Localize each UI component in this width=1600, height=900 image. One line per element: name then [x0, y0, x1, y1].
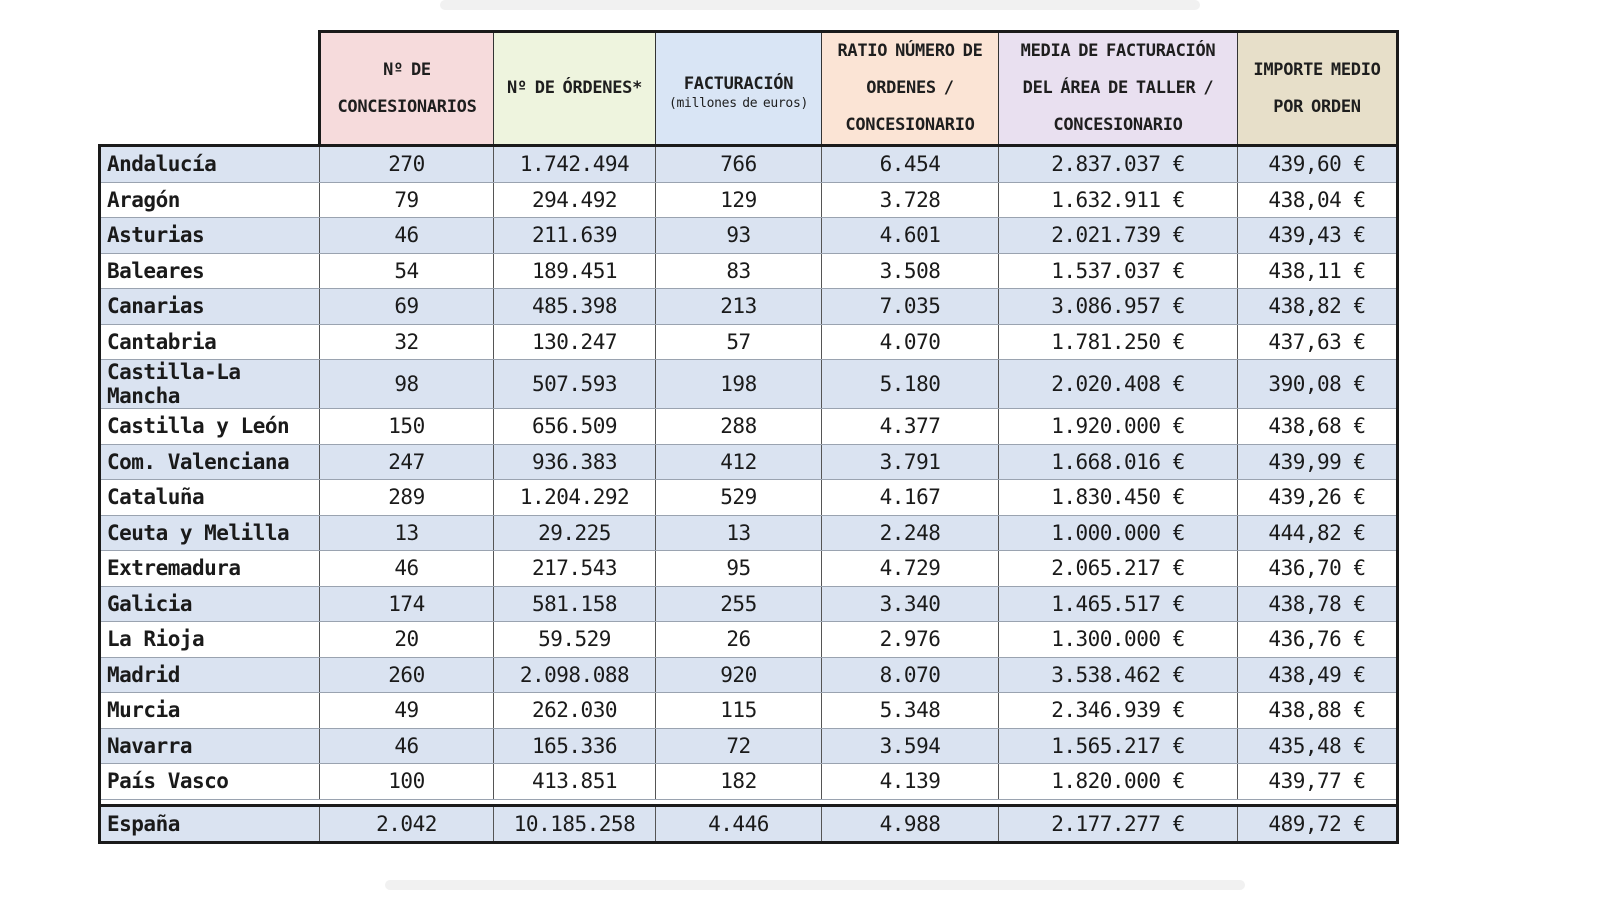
table-header — [100, 32, 1398, 146]
importe-cell: 438,78 € — [1238, 586, 1398, 622]
concesionarios-cell: 54 — [320, 253, 494, 289]
ordenes-cell: 1.204.292 — [494, 480, 656, 516]
ratio-cell: 3.508 — [822, 253, 999, 289]
total-ratio-cell: 4.988 — [822, 805, 999, 842]
table-row — [100, 728, 1398, 764]
ordenes-cell: 581.158 — [494, 586, 656, 622]
ratio-cell: 3.594 — [822, 728, 999, 764]
media-cell: 3.538.462 € — [999, 657, 1238, 693]
dealership-stats-table — [98, 30, 1399, 844]
facturacion-cell: 57 — [656, 324, 822, 360]
header-line: ORDENES / — [866, 78, 954, 98]
region-cell: Asturias — [100, 218, 320, 254]
table-row — [100, 182, 1398, 218]
ordenes-cell: 189.451 — [494, 253, 656, 289]
ratio-cell: 4.377 — [822, 409, 999, 445]
ratio-cell: 4.167 — [822, 480, 999, 516]
media-cell: 1.820.000 € — [999, 764, 1238, 800]
media-cell: 2.837.037 € — [999, 146, 1238, 183]
ordenes-cell: 59.529 — [494, 622, 656, 658]
facturacion-cell: 766 — [656, 146, 822, 183]
header-line: Nº DE ÓRDENES* — [506, 78, 643, 98]
table-row — [100, 764, 1398, 800]
facturacion-cell: 529 — [656, 480, 822, 516]
concesionarios-cell: 150 — [320, 409, 494, 445]
table-row — [100, 586, 1398, 622]
faded-caption-top — [440, 0, 1200, 10]
ordenes-cell: 130.247 — [494, 324, 656, 360]
facturacion-cell: 198 — [656, 360, 822, 409]
dealership-stats-table-container — [98, 30, 1396, 844]
region-cell: Galicia — [100, 586, 320, 622]
importe-cell: 439,77 € — [1238, 764, 1398, 800]
table-row — [100, 409, 1398, 445]
facturacion-cell: 95 — [656, 551, 822, 587]
concesionarios-cell: 79 — [320, 182, 494, 218]
concesionarios-cell: 260 — [320, 657, 494, 693]
facturacion-cell: 26 — [656, 622, 822, 658]
table-row — [100, 218, 1398, 254]
ratio-cell: 4.601 — [822, 218, 999, 254]
media-cell: 1.000.000 € — [999, 515, 1238, 551]
ordenes-cell: 29.225 — [494, 515, 656, 551]
faded-caption-bottom — [385, 880, 1245, 890]
ordenes-cell: 294.492 — [494, 182, 656, 218]
facturacion-cell: 13 — [656, 515, 822, 551]
total-concesionarios-cell: 2.042 — [320, 805, 494, 842]
header-line: FACTURACIÓN — [683, 74, 794, 94]
region-cell: Com. Valenciana — [100, 444, 320, 480]
region-cell: Cantabria — [100, 324, 320, 360]
ratio-cell: 5.348 — [822, 693, 999, 729]
ratio-cell: 4.729 — [822, 551, 999, 587]
total-ordenes-cell: 10.185.258 — [494, 805, 656, 842]
table-row — [100, 253, 1398, 289]
ordenes-cell: 485.398 — [494, 289, 656, 325]
header-facturacion — [656, 32, 822, 146]
table-row — [100, 360, 1398, 409]
media-cell: 2.020.408 € — [999, 360, 1238, 409]
header-ordenes — [494, 32, 656, 146]
region-cell: Extremadura — [100, 551, 320, 587]
region-cell: Ceuta y Melilla — [100, 515, 320, 551]
table-row — [100, 444, 1398, 480]
facturacion-cell: 182 — [656, 764, 822, 800]
facturacion-cell: 93 — [656, 218, 822, 254]
concesionarios-cell: 247 — [320, 444, 494, 480]
ordenes-cell: 217.543 — [494, 551, 656, 587]
total-importe-cell: 489,72 € — [1238, 805, 1398, 842]
importe-cell: 439,99 € — [1238, 444, 1398, 480]
region-cell: Canarias — [100, 289, 320, 325]
ratio-cell: 2.248 — [822, 515, 999, 551]
table-body — [100, 146, 1398, 800]
ratio-cell: 4.070 — [822, 324, 999, 360]
importe-cell: 438,04 € — [1238, 182, 1398, 218]
facturacion-cell: 920 — [656, 657, 822, 693]
header-line: CONCESIONARIO — [845, 115, 975, 135]
media-cell: 1.920.000 € — [999, 409, 1238, 445]
media-cell: 1.830.450 € — [999, 480, 1238, 516]
facturacion-cell: 255 — [656, 586, 822, 622]
facturacion-cell: 83 — [656, 253, 822, 289]
total-row — [100, 805, 1398, 842]
concesionarios-cell: 13 — [320, 515, 494, 551]
importe-cell: 439,43 € — [1238, 218, 1398, 254]
facturacion-cell: 129 — [656, 182, 822, 218]
region-cell: Castilla-La Mancha — [100, 360, 320, 409]
ratio-cell: 5.180 — [822, 360, 999, 409]
concesionarios-cell: 49 — [320, 693, 494, 729]
header-line: IMPORTE MEDIO — [1253, 59, 1381, 80]
importe-cell: 438,82 € — [1238, 289, 1398, 325]
importe-cell: 438,68 € — [1238, 409, 1398, 445]
region-cell: La Rioja — [100, 622, 320, 658]
media-cell: 1.632.911 € — [999, 182, 1238, 218]
facturacion-cell: 288 — [656, 409, 822, 445]
ordenes-cell: 936.383 — [494, 444, 656, 480]
total-facturacion-cell: 4.446 — [656, 805, 822, 842]
importe-cell: 435,48 € — [1238, 728, 1398, 764]
concesionarios-cell: 270 — [320, 146, 494, 183]
importe-cell: 437,63 € — [1238, 324, 1398, 360]
importe-cell: 444,82 € — [1238, 515, 1398, 551]
importe-cell: 438,11 € — [1238, 253, 1398, 289]
facturacion-cell: 412 — [656, 444, 822, 480]
facturacion-cell: 72 — [656, 728, 822, 764]
importe-cell: 436,76 € — [1238, 622, 1398, 658]
header-line: MEDIA DE FACTURACIÓN — [1020, 41, 1216, 61]
table-row — [100, 622, 1398, 658]
table-row — [100, 146, 1398, 183]
importe-cell: 439,60 € — [1238, 146, 1398, 183]
media-cell: 1.668.016 € — [999, 444, 1238, 480]
media-cell: 1.300.000 € — [999, 622, 1238, 658]
importe-cell: 436,70 € — [1238, 551, 1398, 587]
media-cell: 1.565.217 € — [999, 728, 1238, 764]
concesionarios-cell: 174 — [320, 586, 494, 622]
ratio-cell: 7.035 — [822, 289, 999, 325]
total-media-cell: 2.177.277 € — [999, 805, 1238, 842]
ratio-cell: 2.976 — [822, 622, 999, 658]
ordenes-cell: 262.030 — [494, 693, 656, 729]
media-cell: 2.346.939 € — [999, 693, 1238, 729]
header-line: CONCESIONARIOS — [337, 96, 477, 117]
header-row — [100, 32, 1398, 146]
ordenes-cell: 507.593 — [494, 360, 656, 409]
table-footer — [100, 799, 1398, 842]
ratio-cell: 4.139 — [822, 764, 999, 800]
ordenes-cell: 211.639 — [494, 218, 656, 254]
media-cell: 2.021.739 € — [999, 218, 1238, 254]
header-subline: (millones de euros) — [668, 96, 808, 111]
importe-cell: 438,88 € — [1238, 693, 1398, 729]
total-region-cell: España — [100, 805, 320, 842]
table-row — [100, 515, 1398, 551]
table-row — [100, 480, 1398, 516]
concesionarios-cell: 69 — [320, 289, 494, 325]
header-blank-cell — [100, 32, 320, 146]
media-cell: 1.465.517 € — [999, 586, 1238, 622]
importe-cell: 438,49 € — [1238, 657, 1398, 693]
media-cell: 3.086.957 € — [999, 289, 1238, 325]
concesionarios-cell: 46 — [320, 728, 494, 764]
concesionarios-cell: 46 — [320, 218, 494, 254]
concesionarios-cell: 289 — [320, 480, 494, 516]
header-concesionarios — [320, 32, 494, 146]
region-cell: Navarra — [100, 728, 320, 764]
header-ratio — [822, 32, 999, 146]
region-cell: Murcia — [100, 693, 320, 729]
importe-cell: 439,26 € — [1238, 480, 1398, 516]
region-cell: País Vasco — [100, 764, 320, 800]
header-line: RATIO NÚMERO DE — [837, 41, 983, 61]
ordenes-cell: 656.509 — [494, 409, 656, 445]
ratio-cell: 6.454 — [822, 146, 999, 183]
table-row — [100, 289, 1398, 325]
media-cell: 1.537.037 € — [999, 253, 1238, 289]
table-row — [100, 657, 1398, 693]
region-cell: Madrid — [100, 657, 320, 693]
header-line: DEL ÁREA DE TALLER / — [1022, 78, 1214, 98]
region-cell: Baleares — [100, 253, 320, 289]
concesionarios-cell: 46 — [320, 551, 494, 587]
facturacion-cell: 213 — [656, 289, 822, 325]
concesionarios-cell: 20 — [320, 622, 494, 658]
ratio-cell: 8.070 — [822, 657, 999, 693]
concesionarios-cell: 100 — [320, 764, 494, 800]
ordenes-cell: 413.851 — [494, 764, 656, 800]
region-cell: Castilla y León — [100, 409, 320, 445]
concesionarios-cell: 32 — [320, 324, 494, 360]
importe-cell: 390,08 € — [1238, 360, 1398, 409]
table-row — [100, 551, 1398, 587]
header-line: POR ORDEN — [1273, 96, 1361, 117]
region-cell: Andalucía — [100, 146, 320, 183]
concesionarios-cell: 98 — [320, 360, 494, 409]
header-media-facturacion — [999, 32, 1238, 146]
ratio-cell: 3.728 — [822, 182, 999, 218]
header-line: CONCESIONARIO — [1053, 115, 1183, 135]
region-cell: Cataluña — [100, 480, 320, 516]
facturacion-cell: 115 — [656, 693, 822, 729]
header-line: Nº DE — [383, 59, 431, 80]
header-importe-medio — [1238, 32, 1398, 146]
ordenes-cell: 165.336 — [494, 728, 656, 764]
media-cell: 1.781.250 € — [999, 324, 1238, 360]
ratio-cell: 3.791 — [822, 444, 999, 480]
table-row — [100, 324, 1398, 360]
ordenes-cell: 2.098.088 — [494, 657, 656, 693]
ordenes-cell: 1.742.494 — [494, 146, 656, 183]
media-cell: 2.065.217 € — [999, 551, 1238, 587]
region-cell: Aragón — [100, 182, 320, 218]
ratio-cell: 3.340 — [822, 586, 999, 622]
table-row — [100, 693, 1398, 729]
